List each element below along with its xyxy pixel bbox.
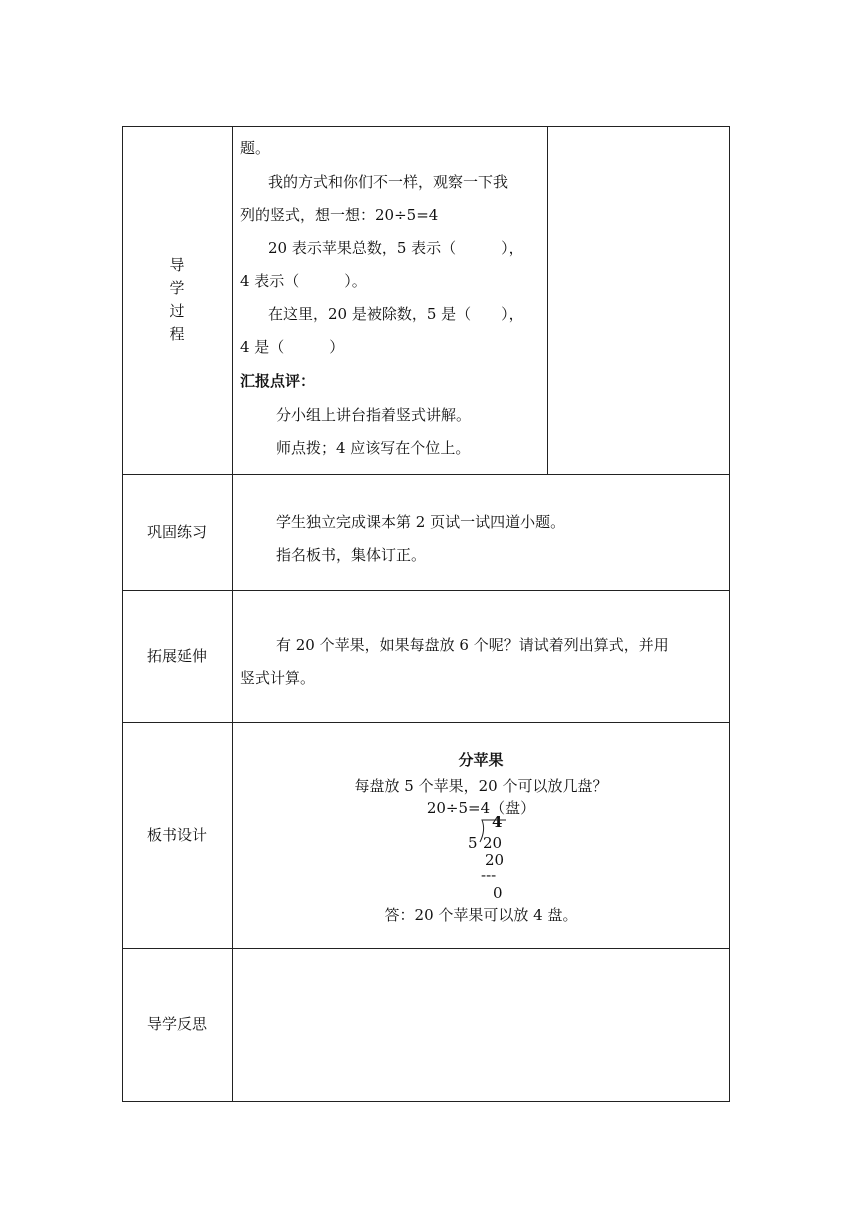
- table-border-right: [729, 126, 730, 1102]
- extension-line: 竖式计算。: [240, 669, 316, 687]
- guide-line: 题。: [240, 139, 271, 157]
- label-extension: 拓展延伸: [146, 646, 207, 665]
- guide-line: 分小组上讲台指着竖式讲解。: [276, 406, 472, 424]
- practice-line: 学生独立完成课本第 2 页试一试四道小题。: [276, 513, 566, 531]
- label-char: 学: [169, 279, 185, 297]
- review-heading: 汇报点评：: [240, 372, 316, 390]
- guide-line: 4 表示（ ）。: [240, 272, 367, 290]
- label-char: 过: [169, 302, 185, 320]
- board-answer: 答：20 个苹果可以放 4 盘。: [384, 906, 578, 924]
- board-equation: 20÷5=4（盘）: [426, 799, 536, 817]
- guide-line: 列的竖式，想一想：20÷5=4: [240, 206, 439, 224]
- practice-line: 指名板书，集体订正。: [276, 546, 427, 564]
- label-practice: 巩固练习: [146, 522, 207, 541]
- table-border-bottom: [122, 1101, 730, 1102]
- board-question: 每盘放 5 个苹果，20 个可以放几盘？: [354, 777, 608, 795]
- label-reflection: 导学反思: [146, 1015, 207, 1033]
- division-divisor: 5: [468, 834, 478, 852]
- column-divider: [232, 126, 233, 1102]
- label-char: 程: [169, 325, 185, 343]
- guide-line: 师点拨；4 应该写在个位上。: [276, 439, 471, 457]
- guide-line: 我的方式和你们不一样，观察一下我: [268, 173, 509, 191]
- guide-line: 4 是（ ）: [240, 338, 345, 356]
- label-guide-process: [122, 126, 232, 474]
- board-title: 分苹果: [458, 751, 504, 769]
- division-rule: ---: [481, 866, 497, 884]
- division-product: 20: [485, 851, 505, 869]
- guide-line: 20 表示苹果总数，5 表示（ ），: [268, 239, 524, 257]
- extension-line: 有 20 个苹果，如果每盘放 6 个呢？请试着列出算式，并用: [276, 636, 669, 654]
- division-quotient: 4: [492, 813, 503, 831]
- label-board-design: 板书设计: [146, 825, 207, 844]
- label-char: 导: [169, 256, 185, 274]
- column-divider-notes: [547, 126, 548, 474]
- division-dividend: 20: [483, 834, 503, 852]
- division-remainder: 0: [493, 884, 503, 902]
- guide-line: 在这里，20 是被除数，5 是（ ），: [268, 305, 524, 323]
